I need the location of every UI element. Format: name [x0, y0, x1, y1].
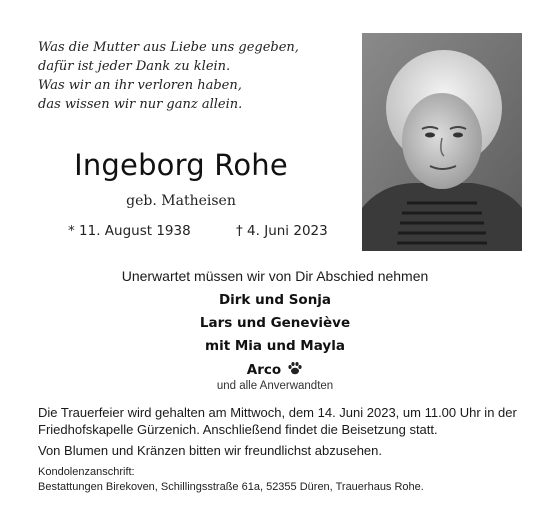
relatives-note: und alle Anverwandten [216, 380, 334, 392]
poem-line: dafür ist jeder Dank zu klein. [38, 59, 231, 74]
mourner: mit Mia und Mayla [205, 338, 345, 354]
poem-line: Was die Mutter aus Liebe uns gegeben, [38, 40, 299, 55]
condolence-label: Kondolenzanschrift: [38, 466, 135, 478]
poem [38, 38, 338, 114]
mourner-pet [0, 361, 550, 379]
mourner: Arco [246, 362, 282, 378]
mourner: Dirk und Sonja [218, 292, 332, 308]
portrait-photo [362, 33, 522, 251]
poem-line: das wissen wir nur ganz allein. [38, 97, 243, 112]
deceased-name: Ingeborg Rohe [74, 148, 288, 182]
birth-name: geb. Matheisen [126, 193, 236, 209]
flowers-note: Von Blumen und Kränzen bitten wir freundlichst abzusehen. [38, 443, 382, 458]
birth-date: * 11. August 1938 [68, 223, 191, 239]
poem-line: Was wir an ihr verloren haben, [38, 78, 242, 93]
portrait-image [362, 33, 522, 251]
mourner: Lars und Geneviève [199, 315, 351, 331]
paw-print-icon [287, 361, 303, 379]
mourning-lead: Unerwartet müssen wir von Dir Abschied nehmen [121, 268, 429, 284]
death-date: † 4. Juni 2023 [236, 223, 328, 239]
condolence-address: Bestattungen Birekoven, Schillingsstraße 61a, 52355 Düren, Trauerhaus Rohe. [38, 481, 424, 493]
service-info: Die Trauerfeier wird gehalten am Mittwoch, dem 14. Juni 2023, um 11.00 Uhr in der Friedhofskapelle Gürzenich. Anschließend findet die Beisetzung statt. [38, 405, 517, 437]
